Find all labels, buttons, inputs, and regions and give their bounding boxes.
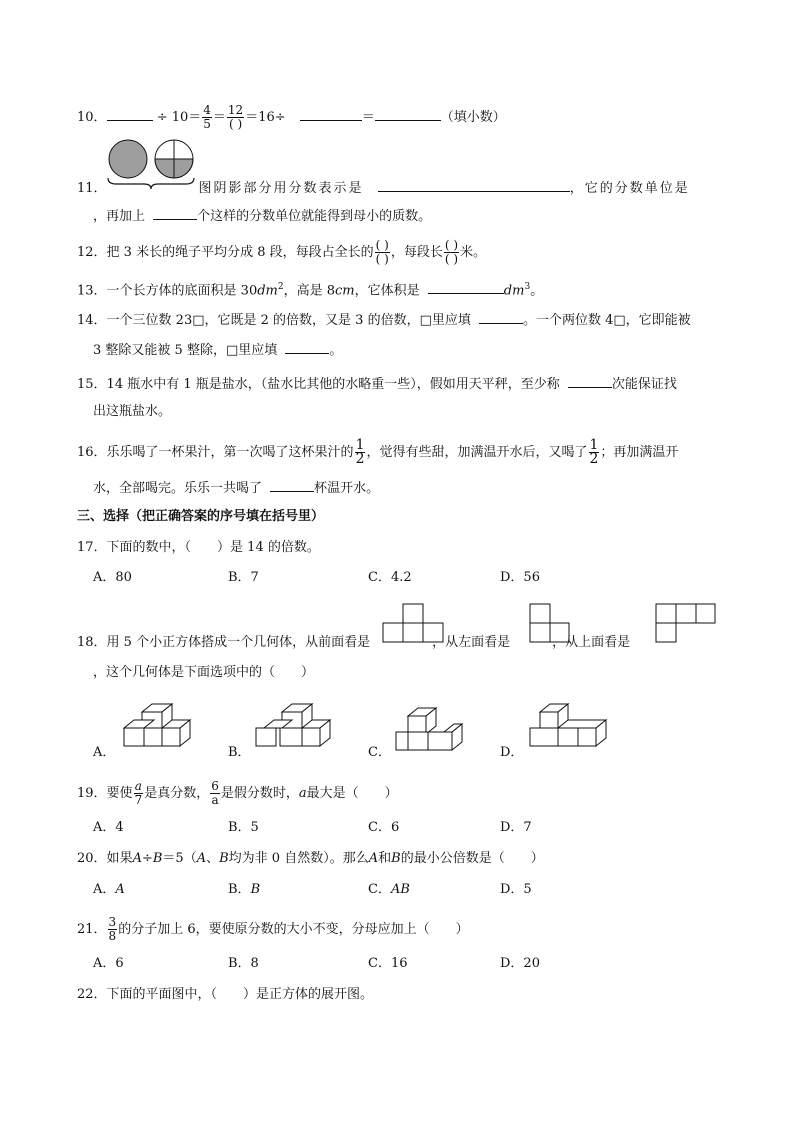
option-b[interactable]: B．8: [228, 956, 259, 971]
option-c[interactable]: C．: [368, 745, 391, 760]
option-c[interactable]: C．4.2: [368, 570, 412, 585]
answer-blank[interactable]: [428, 280, 504, 294]
fraction: $\frac{12}{( )}$: [227, 103, 244, 131]
option-a[interactable]: A．4: [93, 820, 124, 835]
answer-blank[interactable]: [300, 107, 362, 121]
answer-blank[interactable]: [375, 107, 441, 121]
solid-option-b[interactable]: [256, 700, 332, 750]
section-heading: 三、选择（把正确答案的序号填在括号里）: [77, 509, 325, 524]
question-11-line-2: ，再加上 个这样的分数单位就能得到母小的质数。: [93, 206, 431, 226]
option-b[interactable]: B．7: [228, 570, 259, 585]
question-14-line-2: 3 整除又能被 5 整除，□里应填 。: [93, 340, 342, 360]
option-c[interactable]: C．16: [368, 956, 408, 971]
question-13: 13．一个长方体的底面积是 $30dm^2$，高是 8cm，它体积是 $dm^3$。: [77, 282, 544, 299]
option-d[interactable]: D．20: [500, 956, 540, 971]
question-16-line-2: 水，全部喝完。乐乐一共喝了 杯温开水。: [93, 478, 379, 498]
question-12: 12．把 3 米长的绳子平均分成 8 段，每段占全长的 $\frac{( )}{( )}$ ，每段长 $\frac{( )}{( )}$ 米。: [77, 238, 487, 266]
option-a[interactable]: A．80: [93, 570, 132, 585]
fraction: $\frac{1}{2}$: [589, 437, 599, 467]
fraction[interactable]: $\frac{( )}{( )}$: [444, 238, 459, 266]
top-view-figure: [656, 604, 716, 644]
solid-option-a[interactable]: [120, 700, 192, 750]
option-d[interactable]: D．5: [500, 882, 532, 897]
option-d[interactable]: D．: [500, 745, 524, 760]
option-d[interactable]: D．7: [500, 820, 532, 835]
fraction[interactable]: $\frac{( )}{( )}$: [375, 238, 389, 266]
option-d[interactable]: D．56: [500, 570, 540, 585]
option-c[interactable]: C．AB: [368, 882, 410, 897]
option-b[interactable]: B．5: [228, 820, 259, 835]
answer-blank[interactable]: [153, 206, 197, 220]
question-22: 22．下面的平面图中，（ ）是正方体的展开图。: [77, 987, 374, 1002]
answer-blank[interactable]: [270, 478, 314, 492]
question-11: 11． 图阴影部分用分数表示是 ，它的分数单位是: [77, 178, 690, 198]
shaded-circle: [109, 140, 147, 178]
answer-blank[interactable]: [568, 374, 612, 388]
question-10: 10． ÷ 10＝ $\frac{4}{5}$ ＝ $\frac{12}{( )}$ ＝16÷ ＝ （填小数）: [77, 103, 506, 131]
option-a[interactable]: A．: [93, 745, 116, 760]
question-15-line-2: 出这瓶盐水。: [93, 404, 172, 419]
option-b[interactable]: B．: [228, 745, 251, 760]
answer-blank[interactable]: [479, 310, 523, 324]
question-19: 19．要使 $\frac{a}{7}$ 是真分数， $\frac{6}{a}$ 是假分数时，a最大是（ ）: [77, 779, 398, 807]
fraction: $\frac{3}{8}$: [108, 915, 117, 943]
option-c[interactable]: C．6: [368, 820, 400, 835]
question-20: 20．如果A÷B＝5（A、B均为非 0 自然数）。那么A和B的最小公倍数是（ ）: [77, 851, 544, 866]
answer-blank[interactable]: [378, 178, 570, 192]
question-21: 21． $\frac{3}{8}$ 的分子加上 6，要使原分数的大小不变，分母应加上（ ）: [77, 915, 469, 943]
fraction: $\frac{4}{5}$: [203, 103, 211, 131]
option-a[interactable]: A．A: [93, 882, 125, 897]
question-18-line-2: ，这个几何体是下面选项中的（ ）: [93, 665, 315, 680]
fraction: $\frac{a}{7}$: [134, 779, 143, 807]
answer-blank[interactable]: [107, 107, 153, 121]
question-14: 14．一个三位数 23□，它既是 2 的倍数，又是 3 的倍数，□里应填 。一个两位数 4□，它即能被: [77, 310, 691, 330]
question-18: 18．用 5 个小正方体搭成一个几何体，从前面看是 ，从左面看是 ，从上面看是: [77, 635, 631, 650]
solid-option-d[interactable]: [528, 700, 608, 750]
solid-option-c[interactable]: [396, 706, 466, 752]
option-b[interactable]: B．B: [228, 882, 261, 897]
answer-blank[interactable]: [285, 340, 329, 354]
question-15: 15．14 瓶水中有 1 瓶是盐水，（盐水比其他的水略重一些），假如用天平秤，至少称 次能保证找: [77, 374, 677, 394]
question-16: 16．乐乐喝了一杯果汁，第一次喝了这杯果汁的 $\frac{1}{2}$ ，觉得有些甜，加满温开水后，又喝了 $\frac{1}{2}$ ；再加满温开: [77, 437, 679, 467]
fraction: $\frac{1}{2}$: [355, 437, 365, 467]
fraction: $\frac{6}{a}$: [211, 779, 219, 807]
question-17: 17．下面的数中，（ ）是 14 的倍数。: [77, 540, 320, 555]
option-a[interactable]: A．6: [93, 956, 124, 971]
